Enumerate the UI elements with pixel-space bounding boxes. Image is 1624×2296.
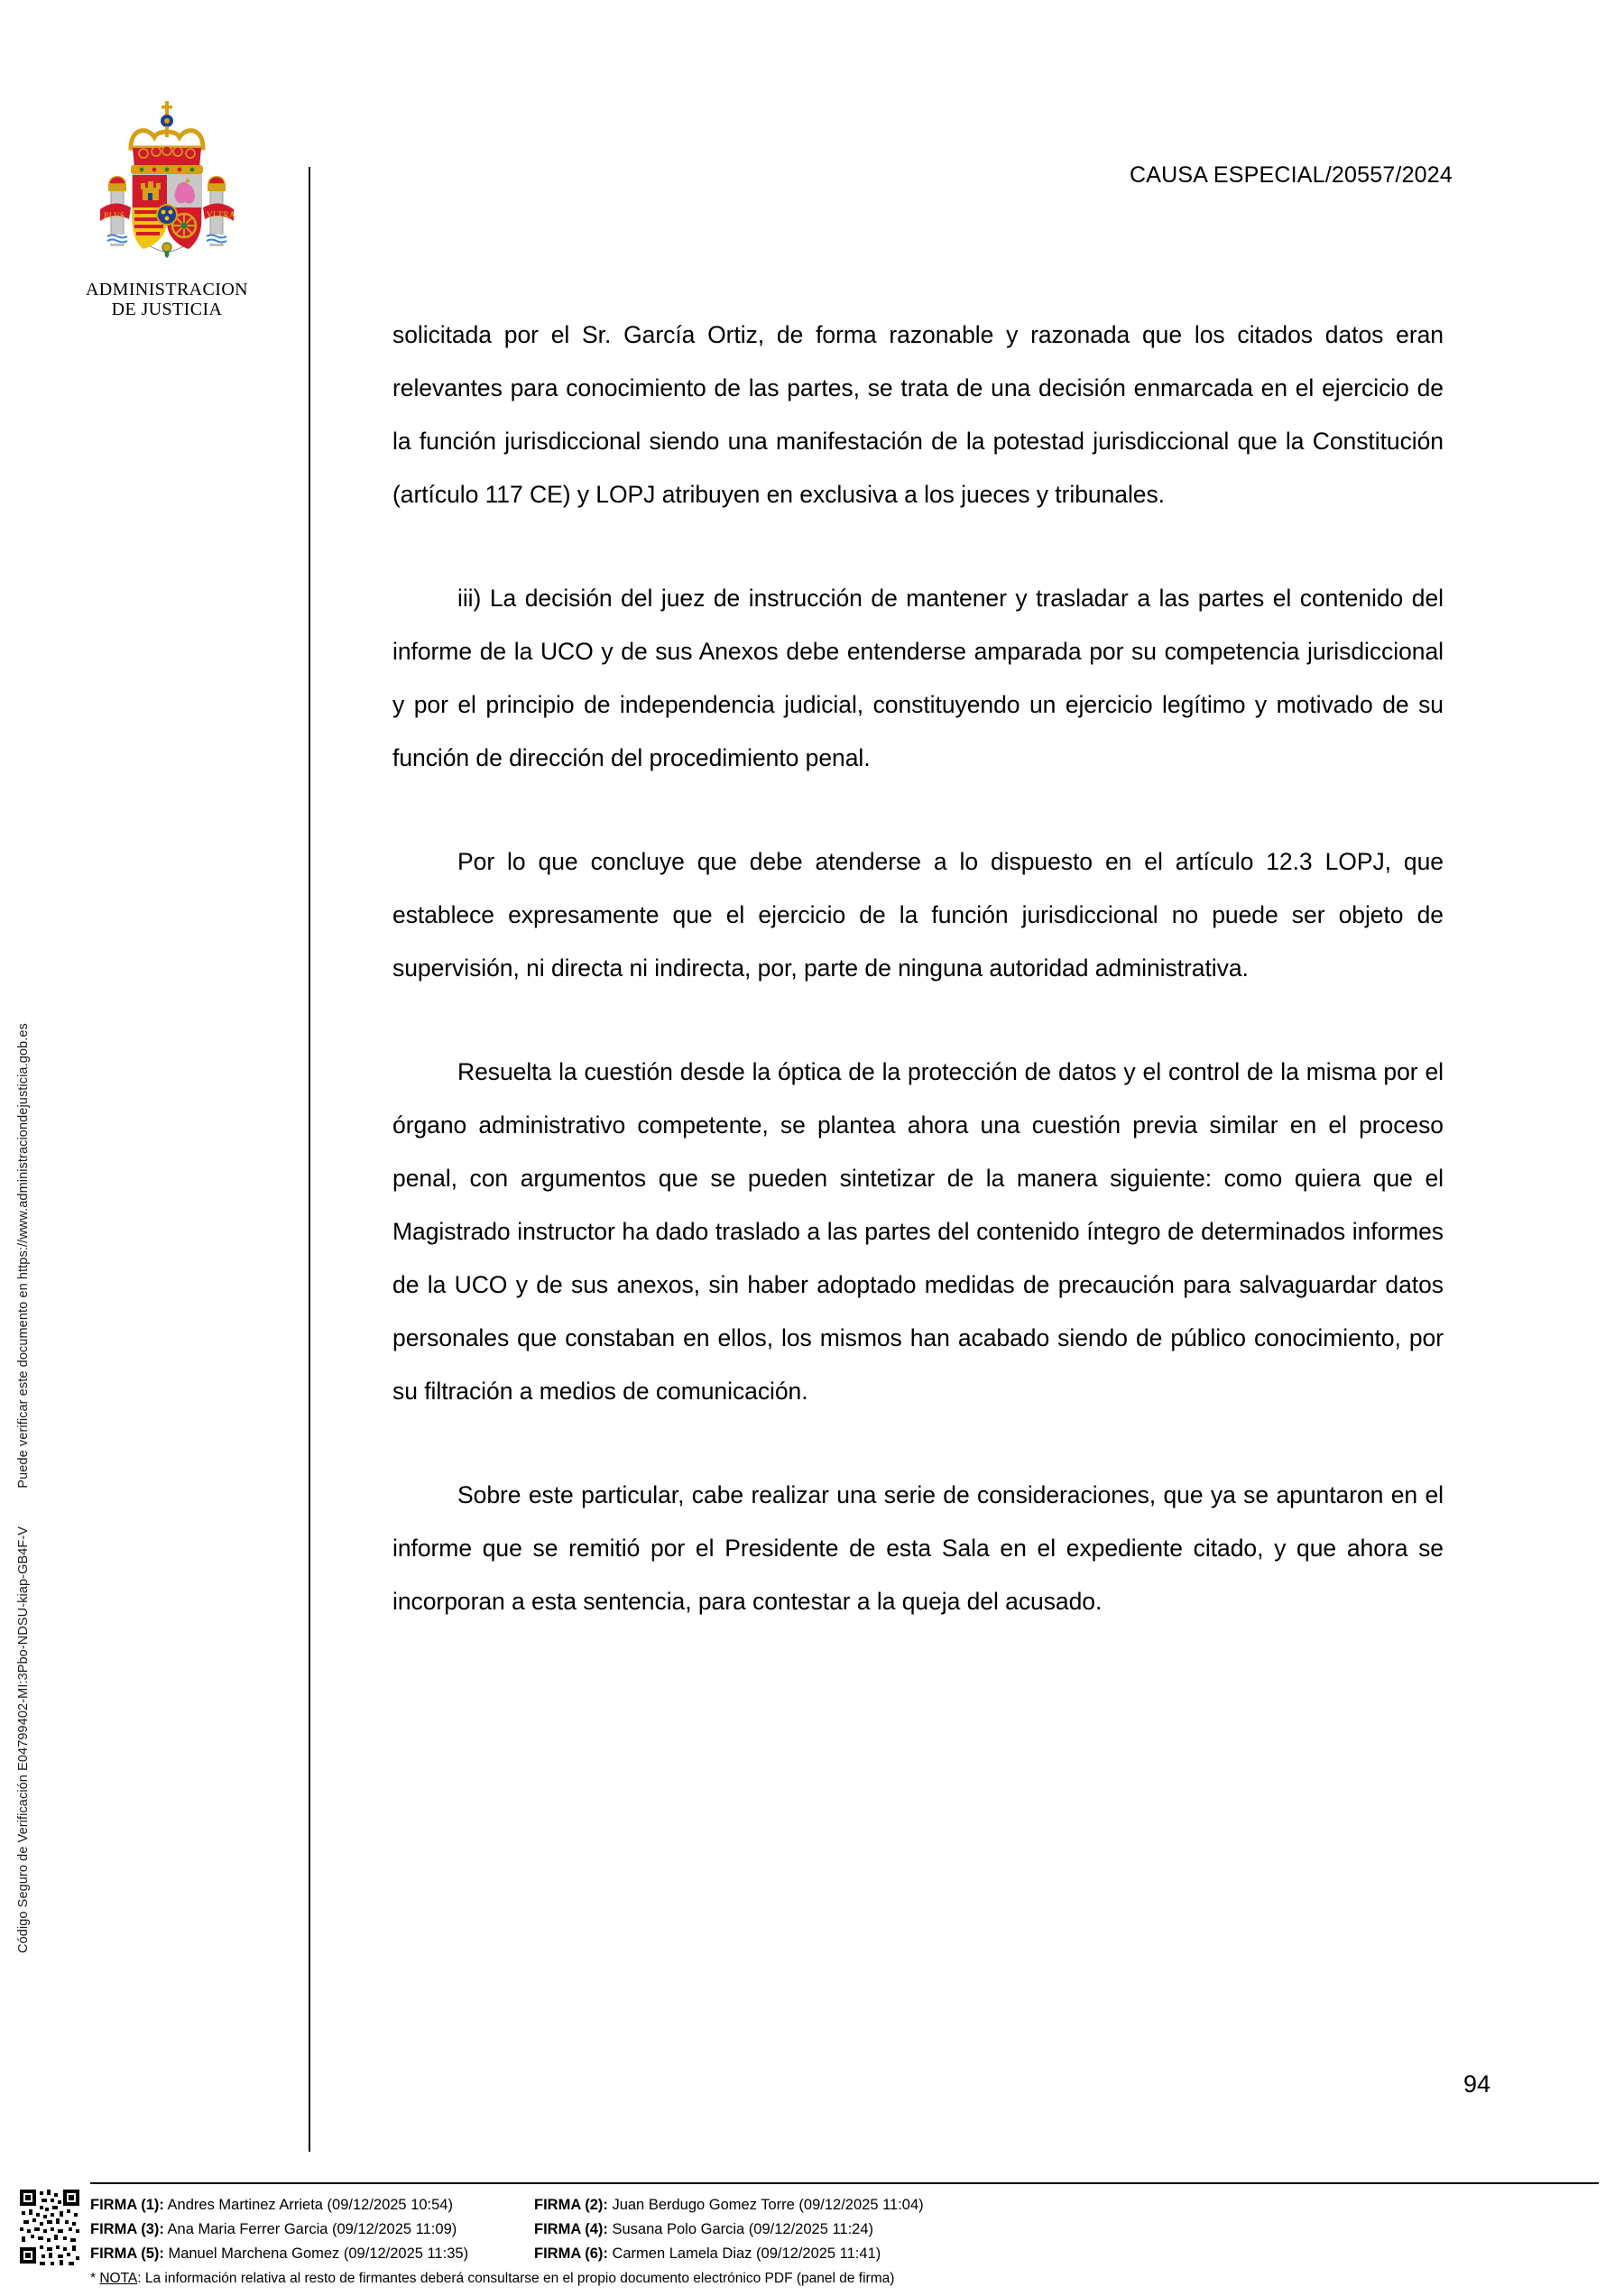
note-keyword: NOTA xyxy=(99,2271,138,2286)
paragraph: Resuelta la cuestión desde la óptica de la protección de datos y el control de la misma por el órgano administrativo competente, se plantea ahora una cuestión previa similar en el proceso penal, con argumentos que se pueden sintetizar de la manera siguiente: como quiera que el Magistrado instructor ha dado traslado a las partes del contenido íntegro de determinados informes de la UCO y de sus anexos, sin haber adoptado medidas de precaución para salvaguardar datos personales que constaban en ellos, los mismos han acabado siendo de público conocimiento, por su filtración a medios de comunicación. xyxy=(392,1058,1444,1405)
paragraph: solicitada por el Sr. García Ortiz, de forma razonable y razonada que los citados datos eran relevantes para conocimiento de las partes, se trata de una decisión enmarcada en el ejercicio de la función jurisdiccional siendo una manifestación de la potestad jurisdiccional que la Constitución (artículo 117 CE) y LOPJ atribuyen en exclusiva a los jueces y tribunales. xyxy=(392,321,1444,508)
signature-entry xyxy=(534,2242,1599,2266)
signature-entry xyxy=(90,2193,534,2218)
footer-note xyxy=(90,2270,894,2288)
svg-text:PLVS: PLVS xyxy=(104,211,125,220)
signature-list xyxy=(90,2193,1599,2266)
signature-entry xyxy=(534,2218,1599,2242)
signature-value: Andres Martinez Arrieta (09/12/2025 10:54) xyxy=(163,2197,453,2213)
page-number: 94 xyxy=(1463,2070,1490,2098)
signature-value: Ana Maria Ferrer Garcia (09/12/2025 11:09) xyxy=(163,2221,457,2237)
signature-value: Carmen Lamela Diaz (09/12/2025 11:41) xyxy=(607,2245,881,2262)
signature-entry xyxy=(534,2193,1599,2218)
signature-value: Juan Berdugo Gomez Torre (09/12/2025 11:04) xyxy=(607,2197,924,2213)
document-body xyxy=(392,309,1444,1628)
signature-entry xyxy=(90,2218,534,2242)
emblem-caption xyxy=(54,280,280,320)
emblem-caption-line1: ADMINISTRACION xyxy=(85,280,249,300)
qr-code-icon xyxy=(16,2186,83,2267)
spain-coat-of-arms-icon xyxy=(91,81,243,278)
signature-value: Susana Polo Garcia (09/12/2025 11:24) xyxy=(607,2221,874,2237)
signature-label: FIRMA (2): xyxy=(534,2197,608,2213)
footer-divider xyxy=(90,2182,1599,2184)
paragraph: iii) La decisión del juez de instrucción de mantener y trasladar a las partes el contenido del informe de la UCO y de sus Anexos debe entenderse amparada por su competencia jurisdiccional y por el principio de independencia judicial, constituyendo un ejercicio legítimo y motivado de su función de dirección del procedimiento penal. xyxy=(392,585,1444,771)
verification-margin-text xyxy=(16,1023,31,1953)
verification-code: E04799402-MI:3Pbo-NDSU-kiap-GB4F-V xyxy=(16,1526,31,1771)
paragraph: Sobre este particular, cabe realizar una serie de consideraciones, que ya se apuntaron en el informe que se remitió por el Presidente de esta Sala en el expediente citado, y que ahora se incorporan a esta sentencia, para contestar a la queja del acusado. xyxy=(392,1481,1444,1615)
signature-label: FIRMA (6): xyxy=(534,2245,608,2262)
left-margin-strip xyxy=(13,0,49,2296)
svg-text:VLTRA: VLTRA xyxy=(207,210,236,219)
verification-label: Código Seguro de Verificación xyxy=(16,1775,31,1953)
paragraph: Por lo que concluye que debe atenderse a lo dispuesto en el artículo 12.3 LOPJ, que establece expresamente que el ejercicio de la función jurisdiccional no puede ser objeto de supervisión, ni directa ni indirecta, por, parte de ninguna autoridad administrativa. xyxy=(392,848,1444,982)
signature-label: FIRMA (3): xyxy=(90,2221,164,2237)
emblem-caption-line2: DE JUSTICIA xyxy=(111,300,223,320)
note-text: : La información relativa al resto de firmantes deberá consultarse en el propio documento electrónico PDF (panel de firma) xyxy=(137,2271,895,2286)
signature-entry xyxy=(90,2242,534,2266)
case-reference-header: CAUSA ESPECIAL/20557/2024 xyxy=(1129,162,1453,188)
verification-notice: Puede verificar este documento en https://www.administraciondejusticia.gob.es xyxy=(16,1023,31,1489)
signature-label: FIRMA (5): xyxy=(90,2245,164,2262)
coat-of-arms-block xyxy=(54,81,280,320)
body-margin-rule xyxy=(309,167,310,2152)
note-prefix: * xyxy=(90,2271,100,2286)
signature-value: Manuel Marchena Gomez (09/12/2025 11:35) xyxy=(163,2245,469,2262)
signature-label: FIRMA (1): xyxy=(90,2197,164,2213)
signature-footer xyxy=(0,2170,1624,2296)
signature-label: FIRMA (4): xyxy=(534,2221,608,2237)
